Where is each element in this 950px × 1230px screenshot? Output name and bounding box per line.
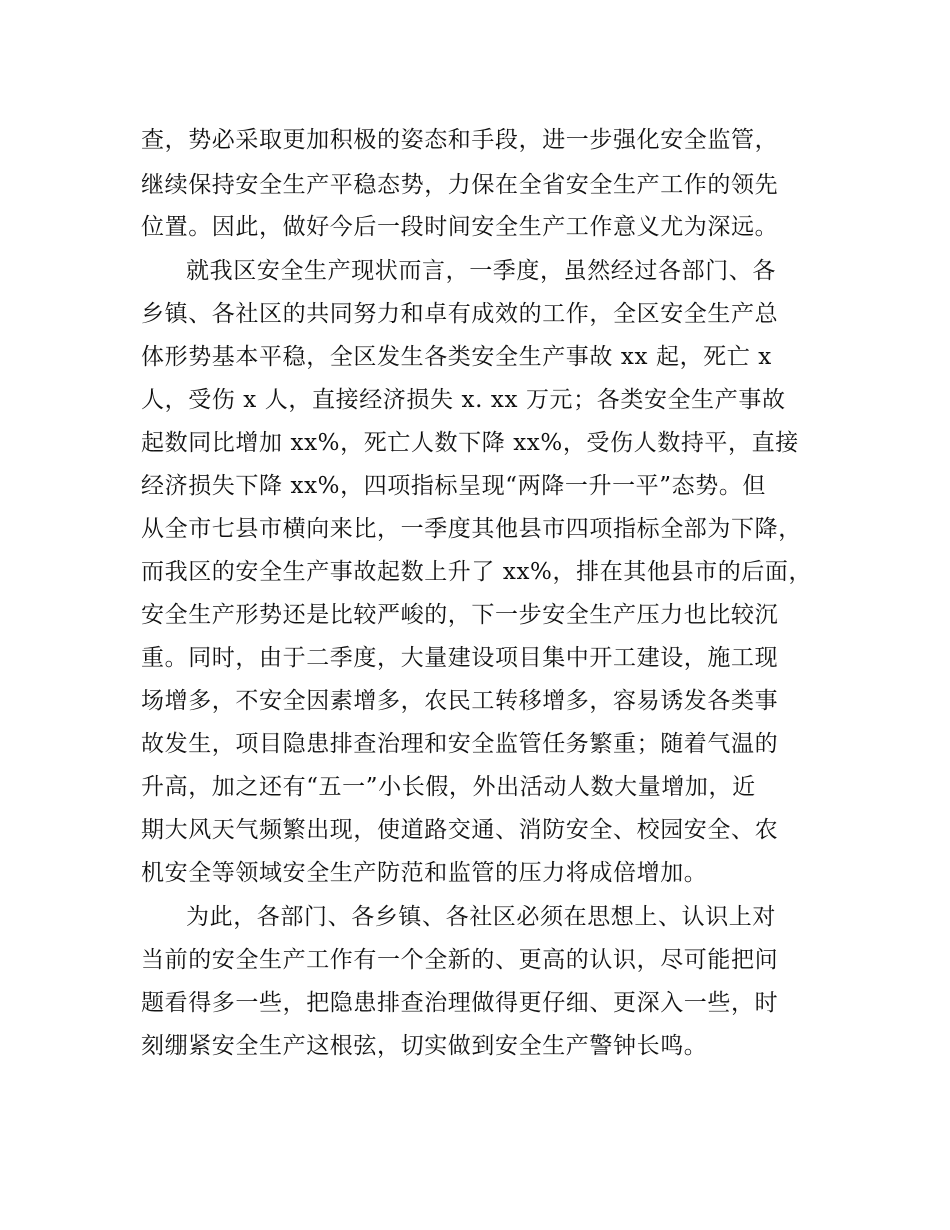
paragraph-2-line-4: 人，受伤 x 人，直接经济损失 x. xx 万元；各类安全生产事故: [141, 387, 786, 413]
paragraph-3-line-3: 题看得多一些，把隐患排查治理做得更仔细、更深入一些，时: [141, 990, 779, 1016]
paragraph-2-line-3: 体形势基本平稳，全区发生各类安全生产事故 xx 起，死亡 x: [141, 344, 772, 370]
paragraph-2-line-5: 起数同比增加 xx%，死亡人数下降 xx%，受伤人数持平，直接: [141, 430, 799, 456]
paragraph-3-line-2: 当前的安全生产工作有一个全新的、更高的认识，尽可能把问: [141, 947, 779, 973]
paragraph-2-line-6: 经济损失下降 xx%，四项指标呈现“两降一升一平”态势。但: [141, 473, 767, 499]
paragraph-2-line-8: 而我区的安全生产事故起数上升了 xx%，排在其他县市的后面，: [141, 559, 813, 585]
paragraph-2-line-2: 乡镇、各社区的共同努力和卓有成效的工作，全区安全生产总: [141, 301, 779, 327]
paragraph-1-line-1: 查，势必采取更加积极的姿态和手段，进一步强化安全监管，: [141, 127, 779, 153]
paragraph-1-line-2: 继续保持安全生产平稳态势，力保在全省安全生产工作的领先: [141, 172, 779, 198]
paragraph-2-line-7: 从全市七县市横向来比，一季度其他县市四项指标全部为下降，: [141, 516, 802, 542]
paragraph-2-line-13: 升高，加之还有“五一”小长假，外出活动人数大量增加，近: [141, 774, 756, 800]
paragraph-2-line-15: 机安全等领域安全生产防范和监管的压力将成倍增加。: [141, 860, 708, 886]
paragraph-2-line-1: 就我区安全生产现状而言，一季度，虽然经过各部门、各: [186, 258, 776, 284]
paragraph-2-line-12: 故发生，项目隐患排查治理和安全监管任务繁重；随着气温的: [141, 731, 779, 757]
paragraph-3-line-4: 刻绷紧安全生产这根弦，切实做到安全生产警钟长鸣。: [141, 1033, 708, 1059]
paragraph-3-line-1: 为此，各部门、各乡镇、各社区必须在思想上、认识上对: [186, 904, 776, 930]
paragraph-2-line-11: 场增多，不安全因素增多，农民工转移增多，容易诱发各类事: [141, 688, 779, 714]
paragraph-2-line-10: 重。同时，由于二季度，大量建设项目集中开工建设，施工现: [141, 645, 779, 671]
paragraph-2-line-14: 期大风天气频繁出现，使道路交通、消防安全、校园安全、农: [141, 817, 779, 843]
paragraph-1-line-3: 位置。因此，做好今后一段时间安全生产工作意义尤为深远。: [141, 214, 779, 240]
paragraph-2-line-9: 安全生产形势还是比较严峻的，下一步安全生产压力也比较沉: [141, 602, 779, 628]
